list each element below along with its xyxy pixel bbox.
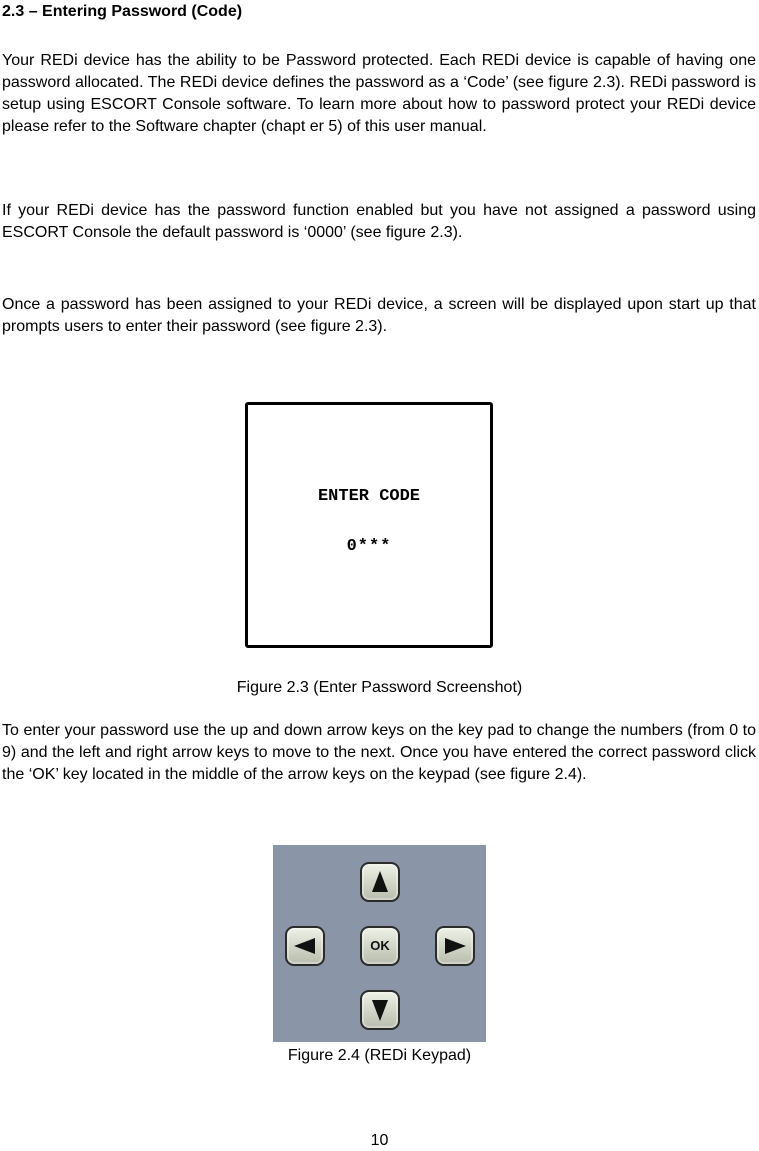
paragraph-keypad-instructions: To enter your password use the up and down arrow keys on the key pad to change the numbers (from 0 to 9) and the left and right arrow keys to move to the next. Once you have entered the correct password click the ‘OK’ key located in the middle of the arrow keys on the keypad (see figure 2.4). <box>2 722 756 783</box>
screen-code: 0*** <box>346 537 392 556</box>
right-arrow-icon <box>437 928 473 964</box>
paragraph-startup-prompt: Once a password has been assigned to your REDi device, a screen will be displayed upon start up that prompts users to enter their password (see figure 2.3). <box>2 296 756 335</box>
down-arrow-icon <box>362 992 398 1028</box>
page-number: 10 <box>370 1132 389 1149</box>
figure-2-3-caption: Figure 2.3 (Enter Password Screenshot) <box>236 679 523 696</box>
up-arrow-icon <box>362 864 398 900</box>
paragraph-intro: Your REDi device has the ability to be Password protected. Each REDi device is capable of having one password allocated. The REDi device defines the password as a ‘Code’ (see figure 2.3). REDi password is setup using ESCORT Console software. To learn more about how to password protect your REDi device please refer to the Software chapter (chapt er 5) of this user manual. <box>2 52 756 135</box>
ok-key[interactable] <box>360 926 400 966</box>
enter-code-screen <box>245 402 493 648</box>
left-arrow-icon <box>287 928 323 964</box>
left-arrow-key[interactable] <box>285 926 325 966</box>
ok-key-label: OK <box>370 938 390 953</box>
down-arrow-key[interactable] <box>360 990 400 1030</box>
figure-2-4-caption: Figure 2.4 (REDi Keypad) <box>287 1047 472 1064</box>
screen-title: ENTER CODE <box>317 487 421 506</box>
redi-keypad <box>273 845 486 1042</box>
section-heading: 2.3 – Entering Password (Code) <box>2 3 243 20</box>
up-arrow-key[interactable] <box>360 862 400 902</box>
paragraph-default-password: If your REDi device has the password function enabled but you have not assigned a password using ESCORT Console the default password is ‘0000’ (see figure 2.3). <box>2 202 756 241</box>
right-arrow-key[interactable] <box>435 926 475 966</box>
